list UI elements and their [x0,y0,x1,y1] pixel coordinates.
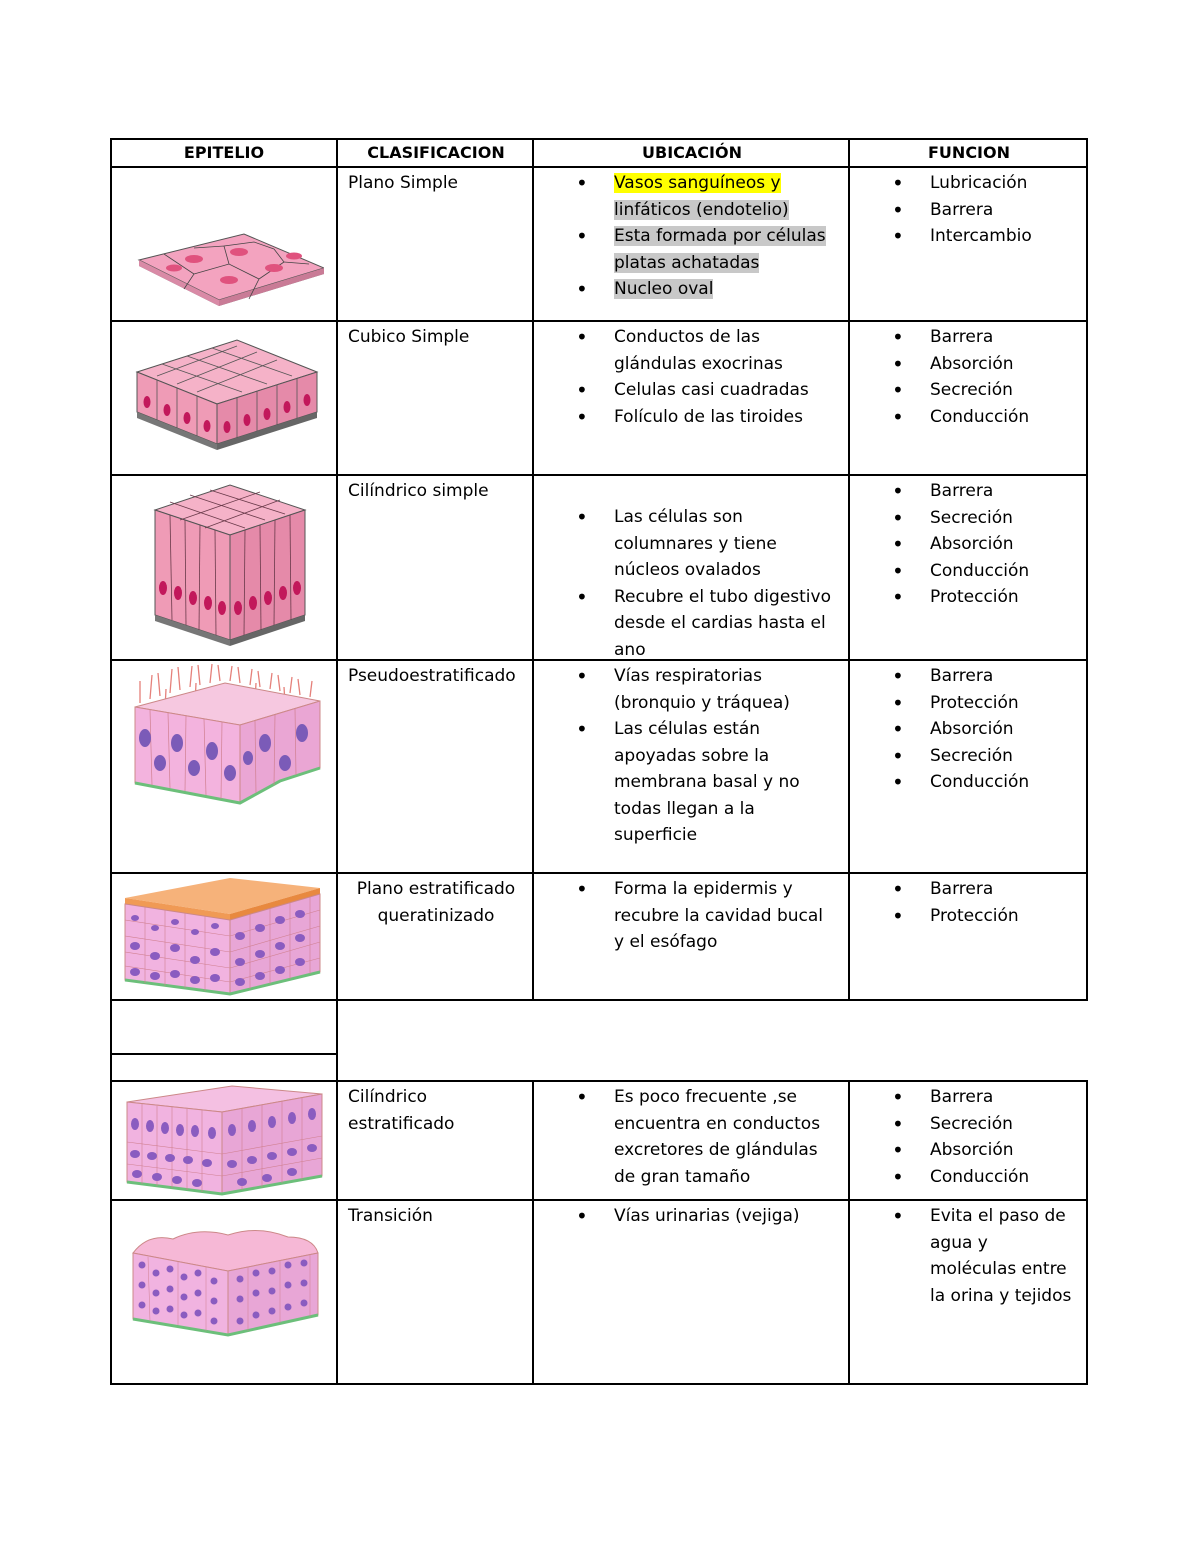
list-item: • Barrera [850,1084,1088,1111]
list-item: • Barrera [850,324,1088,351]
funcion-list [850,170,1088,320]
keratinized-stratified-squamous-illustration [120,876,330,998]
header-ubicacion: UBICACIÓN [642,143,742,162]
clasificacion-text: Transición [348,1206,433,1226]
transitional-epithelium-illustration [128,1223,324,1341]
header-row [110,138,1088,168]
list-item: • Conducción [850,558,1088,585]
simple-columnar-epithelium-illustration [150,480,310,655]
list-item: • Secreción [850,1111,1088,1138]
list-item: • Protección [850,690,1088,717]
list-item: • Las células son columnares y tiene núcleos ovalados [534,504,850,584]
ubicacion-list [534,324,850,474]
table-row [110,476,1088,659]
list-item: • Barrera [850,478,1088,505]
clasificacion-text: Cilíndrico estratificado [348,1087,455,1134]
simple-cuboidal-epithelium-illustration [132,332,322,462]
header-epitelio: EPITELIO [183,143,265,162]
list-item: • Evita el paso de agua y moléculas entre la orina y tejidos [850,1203,1088,1309]
ubicacion-list [534,1203,850,1383]
funcion-list [850,1203,1088,1383]
table-row [110,1082,1088,1199]
list-item: • Intercambio [850,223,1088,250]
table-row [110,168,1088,320]
list-item: • Folículo de las tiroides [534,404,850,431]
funcion-list [850,876,1088,999]
list-item: • Absorción [850,531,1088,558]
list-item: • Conductos de las glándulas exocrinas [534,324,850,377]
simple-squamous-epithelium-illustration [134,204,324,314]
list-item: • Absorción [850,1137,1088,1164]
list-item: • Barrera [850,663,1088,690]
list-item: • Esta formada por células platas achatadas [534,223,850,276]
list-item: • Absorción [850,351,1088,378]
stratified-columnar-epithelium-illustration [122,1084,328,1198]
list-item: • Conducción [850,769,1088,796]
list-item: • Lubricación [850,170,1088,197]
list-item: • Vías respiratorias (bronquio y tráquea) [534,663,850,716]
list-item: • Protección [850,903,1088,930]
ubicacion-list [534,170,850,320]
funcion-list [850,478,1088,659]
list-item: • Las células están apoyadas sobre la membrana basal y no todas llegan a la superficie [534,716,850,849]
funcion-list [850,663,1088,872]
header-clasificacion: CLASIFICACION [367,143,505,162]
clasificacion-text: Plano Simple [348,173,459,193]
list-item: • Conducción [850,404,1088,431]
table-row [110,322,1088,474]
list-item: • Vasos sanguíneos y linfáticos (endotelio) [534,170,850,223]
table-row [110,874,1088,999]
list-item: • Secreción [850,743,1088,770]
list-item: • Absorción [850,716,1088,743]
list-item: • Es poco frecuente ,se encuentra en conductos excretores de glándulas de gran tamaño [534,1084,850,1190]
list-item: • Recubre el tubo digestivo desde el cardias hasta el ano [534,584,850,664]
table-row [110,1201,1088,1383]
list-item: • Barrera [850,197,1088,224]
ubicacion-list [534,1084,850,1199]
clasificacion-text: Cubico Simple [348,327,470,347]
list-item: • Secreción [850,377,1088,404]
list-item: • Forma la epidermis y recubre la cavidad bucal y el esófago [534,876,850,956]
funcion-list [850,1084,1088,1199]
table-row [110,661,1088,872]
list-item: • Vías urinarias (vejiga) [534,1203,850,1230]
funcion-list [850,324,1088,474]
ubicacion-list [534,876,850,999]
ubicacion-list [534,663,850,872]
clasificacion-text: Pseudoestratificado [348,666,516,686]
list-item: • Nucleo oval [534,276,850,303]
list-item: • Protección [850,584,1088,611]
clasificacion-text: Cilíndrico simple [348,481,489,501]
header-funcion: FUNCION [928,143,1010,162]
list-item: • Secreción [850,505,1088,532]
list-item: • Conducción [850,1164,1088,1191]
list-item: • Celulas casi cuadradas [534,377,850,404]
list-item: • Barrera [850,876,1088,903]
ubicacion-list [534,504,850,659]
pseudostratified-epithelium-illustration [130,663,330,813]
clasificacion-text: Plano estratificado queratinizado [356,879,516,926]
